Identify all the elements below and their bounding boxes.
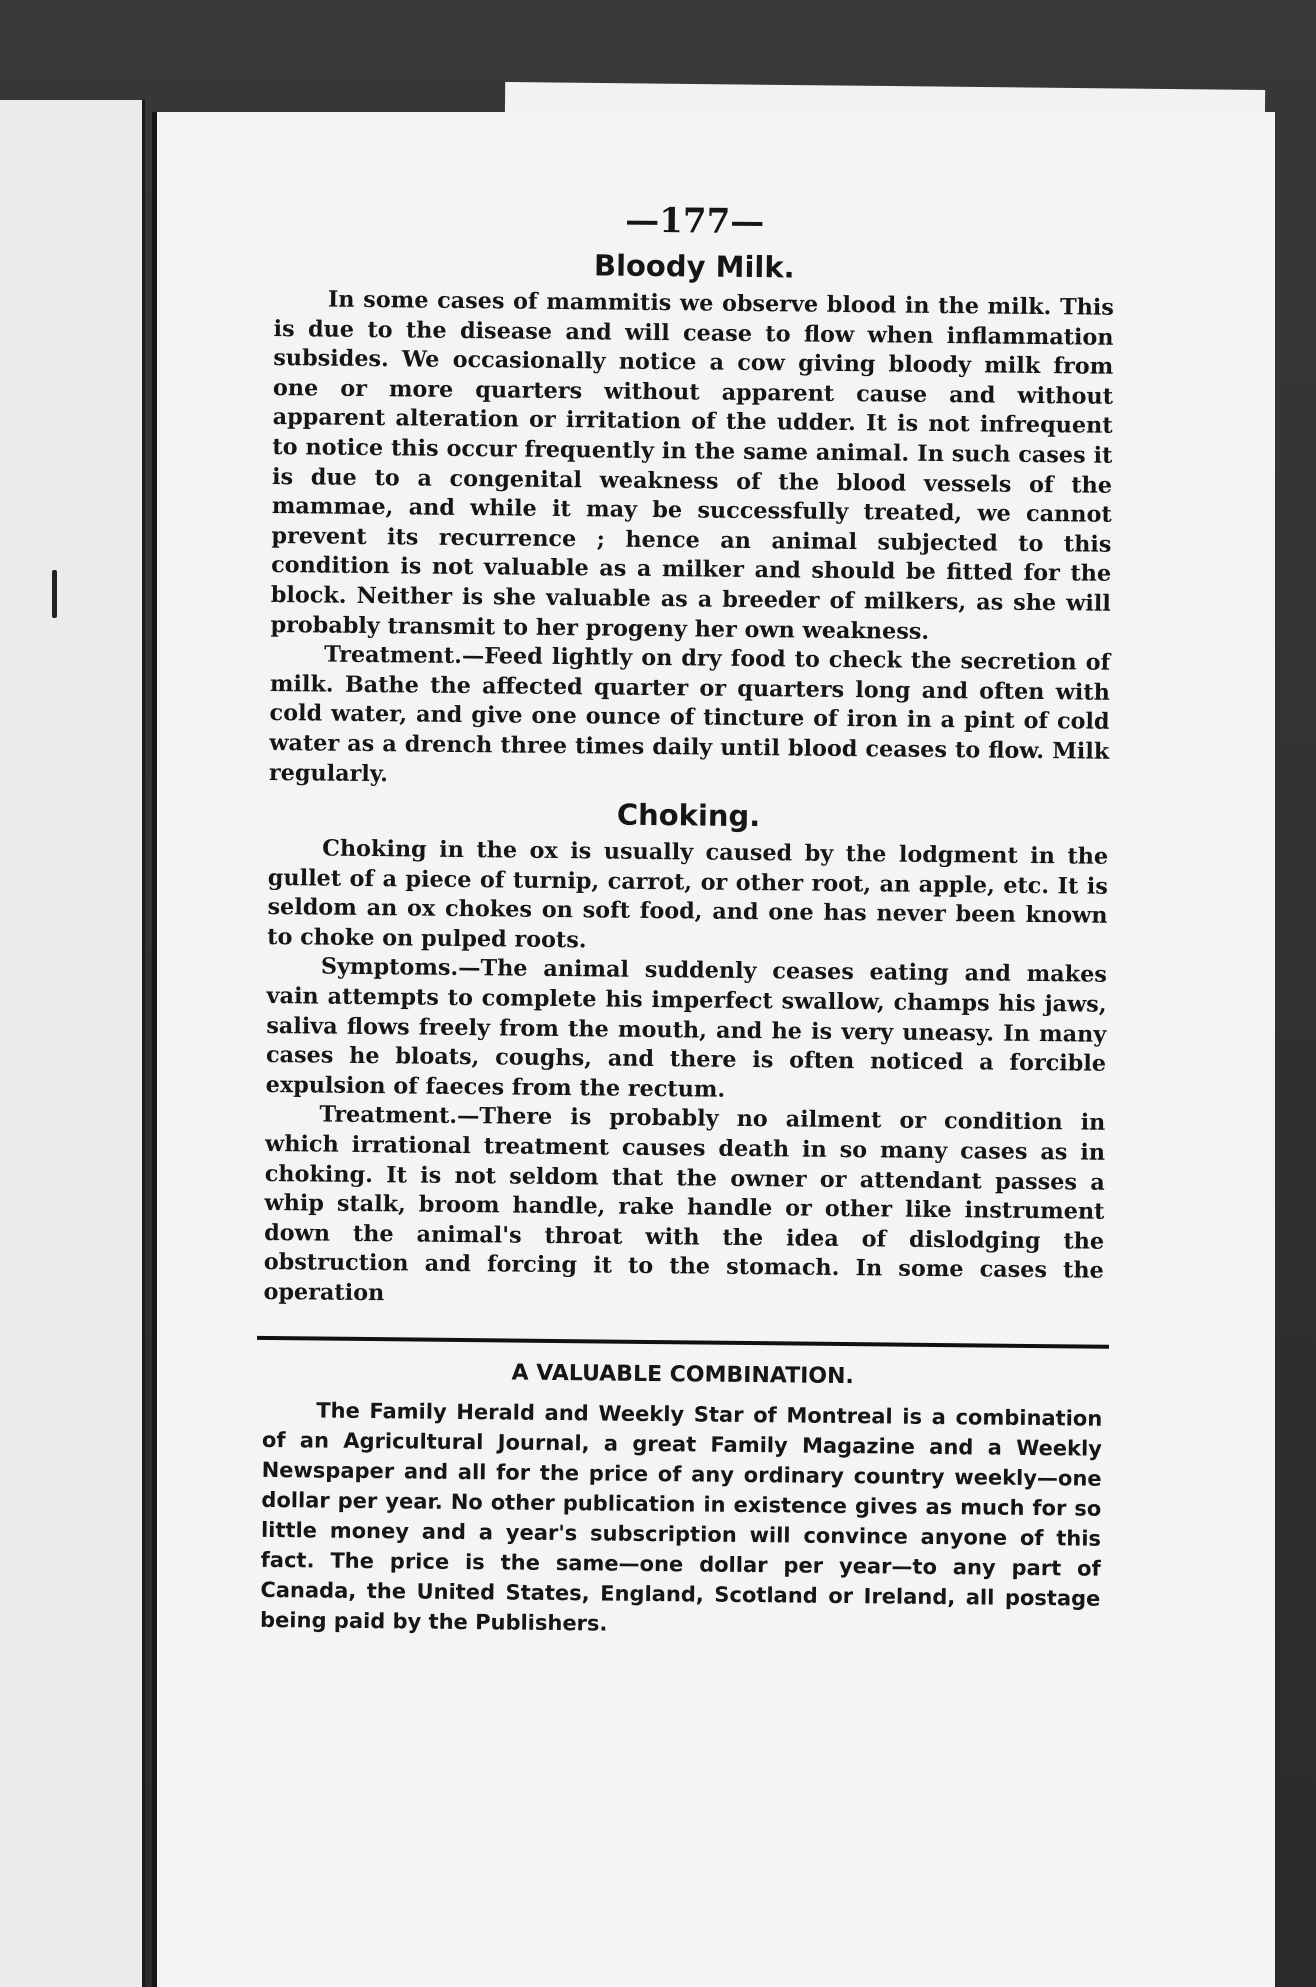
book-page xyxy=(152,112,1275,1987)
ink-mark xyxy=(52,570,57,618)
section-heading-bloody-milk: Bloody Milk. xyxy=(593,248,795,285)
paragraph-symptoms: Symptoms.—The animal suddenly ceases eating and makes vain attempts to complete his imperfect swallow, champs his jaws, saliva flows freely from the mouth, and he is very uneasy. In many cases he bloats, coughs, and there is often noticed a forcible expulsion of faeces from the rectum. xyxy=(265,953,1108,1103)
advertisement-text: The Family Herald and Weekly Star of Montreal is a combination of an Agricultural Journal, a great Family Magazine and a Weekly Newspaper and all for the price of any ordinary country weekly—one dollar per year. No other publication in existence gives as much for so little money and a year's subscription will convince anyone of this fact. The price is the same—one dollar per year—to any part of Canada, the United States, England, Scotland or Ireland, all postage being paid by the Publishers. xyxy=(259,1398,1103,1636)
page-number: —177— xyxy=(625,200,765,243)
paragraph: In some cases of mammitis we observe blood in the milk. This is due to the disease and will cease to flow when inflammation subsides. We occasionally notice a cow giving bloody milk from one or more quarters without apparent cause and without apparent alteration or irritation of the udder. It is not infrequent to notice this occur frequently in the same animal. In such cases it is due to a congenital weakness of the blood vessels of the mammae, and while it may be successfully treated, we cannot prevent its recurrence ; hence an animal subjected to this condition is not valuable as a milker and should be fitted for the block. Neither is she valuable as a breeder of milkers, as she will probably transmit to her progeny her own weakness. xyxy=(270,286,1115,645)
previous-page-edge xyxy=(0,100,145,1987)
paragraph-treatment: Treatment.—There is probably no ailment or condition in which irrational treatment causes death in so many cases as in choking. It is not seldom that the owner or attendant passes a whip stalk, broom handle, rake handle or other like instrument down the animal's throat with the idea of dislodging the obstruction and forcing it to the stomach. In some cases the operation xyxy=(263,1101,1106,1307)
page-content xyxy=(260,197,1115,1643)
divider-rule xyxy=(257,1335,1109,1348)
paragraph: Choking in the ox is usually caused by the lodgment in the gullet of a piece of turnip, carrot, or other root, an apple, etc. It is seldom an ox chokes on soft food, and one has never been known to choke on pulped roots. xyxy=(267,835,1109,954)
paragraph-treatment: Treatment.—Feed lightly on dry food to check the secretion of milk. Bathe the affected quarter or quarters long and often with cold water, and give one ounce of tincture of iron in a pint of cold water as a drench three times daily until blood ceases to flow. Milk regularly. xyxy=(268,641,1111,787)
advertisement-title: A VALUABLE COMBINATION. xyxy=(511,1360,854,1389)
section-heading-choking: Choking. xyxy=(616,797,761,834)
